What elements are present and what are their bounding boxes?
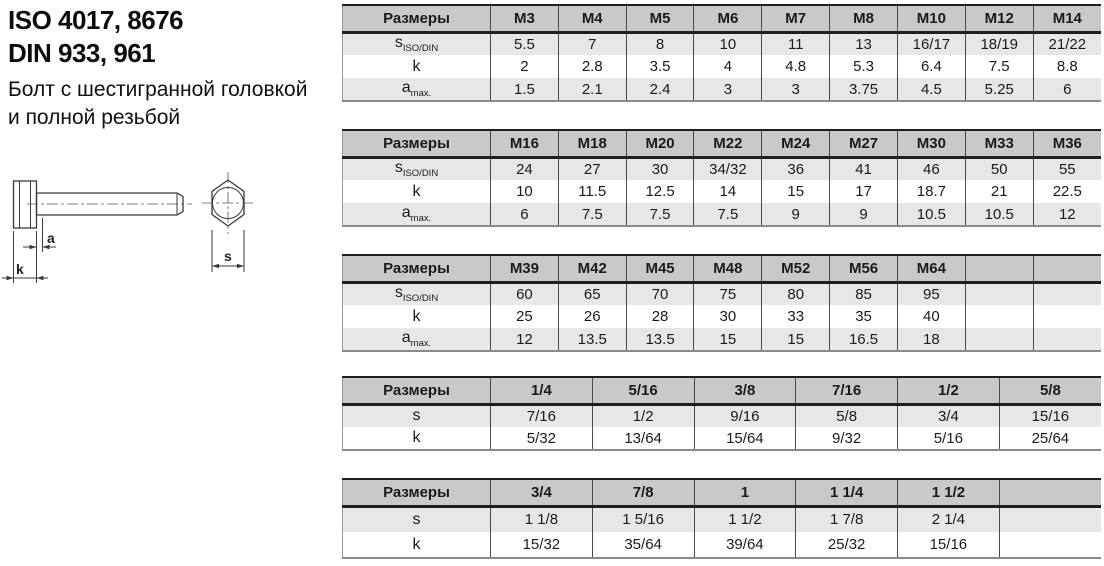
dimension-value-cell: 7/16: [491, 404, 593, 427]
dimension-value-cell: 35: [830, 305, 898, 328]
dimension-value-cell: 25: [491, 305, 559, 328]
size-column-header: 1 1/2: [898, 479, 1000, 506]
dimension-row-label: k: [412, 535, 421, 553]
dimension-value-cell: 27: [558, 157, 626, 180]
hex-head-end-view: [202, 172, 254, 234]
dimension-value-cell: 1 1/8: [491, 506, 593, 532]
dimension-value-cell: [1033, 282, 1101, 305]
dimension-value-cell: [1033, 305, 1101, 328]
size-column-header: [1033, 255, 1101, 282]
dimension-value-cell: 9/16: [694, 404, 796, 427]
dimension-row-label: k: [412, 429, 421, 446]
size-column-header: M27: [830, 130, 898, 157]
dimension-row: [343, 282, 1102, 305]
dimension-row-label: $s_{ISO/DIN}$: [343, 282, 491, 305]
dimension-row: [343, 328, 1102, 351]
size-column-header: 3/8: [694, 377, 796, 404]
spec-table: [342, 129, 1101, 227]
dimension-value-cell: 21: [965, 180, 1033, 203]
spec-table: [342, 254, 1101, 352]
dimension-value-cell: 55: [1033, 157, 1101, 180]
size-column-header: M4: [558, 5, 626, 32]
dimension-value-cell: 18: [897, 328, 965, 351]
bolt-drawing-svg: [0, 160, 280, 310]
size-column-header: [965, 255, 1033, 282]
dimension-value-cell: 5/32: [491, 427, 593, 450]
dimension-value-cell: 7.5: [694, 203, 762, 226]
dim-label-s: s: [224, 248, 232, 264]
dimension-row: [343, 78, 1102, 101]
dimension-row: [343, 305, 1102, 328]
dimension-row-label: $a_{max.}$: [343, 203, 491, 226]
dimension-value-cell: 80: [762, 282, 830, 305]
size-column-header: M18: [558, 130, 626, 157]
size-column-header: 7/8: [592, 479, 694, 506]
dimension-value-cell: 13: [830, 32, 898, 55]
dimension-value-cell: 75: [694, 282, 762, 305]
dimension-row-label: $s_{ISO/DIN}$: [343, 32, 491, 55]
dimension-value-cell: 12: [1033, 203, 1101, 226]
spec-table: [342, 4, 1101, 102]
dimension-value-cell: 85: [830, 282, 898, 305]
size-column-header: M42: [558, 255, 626, 282]
dimension-row-label: k: [412, 307, 421, 325]
dimension-row-label: k: [412, 182, 421, 200]
dimension-value-cell: 1 5/16: [592, 506, 694, 532]
dimension-value-cell: 11: [762, 32, 830, 55]
dimension-value-cell: 1.5: [491, 78, 559, 101]
dimension-value-cell: 14: [694, 180, 762, 203]
dimension-value-cell: 15/32: [491, 532, 593, 558]
dimension-value-cell: 15/16: [999, 404, 1101, 427]
size-column-header: 1/4: [491, 377, 593, 404]
dimension-value-cell: 1 1/2: [694, 506, 796, 532]
dimension-value-cell: 15/16: [898, 532, 1000, 558]
dimension-value-cell: 41: [830, 157, 898, 180]
dimension-value-cell: [999, 532, 1101, 558]
dimension-value-cell: [1033, 328, 1101, 351]
dimension-value-cell: 11.5: [558, 180, 626, 203]
size-column-header: M64: [897, 255, 965, 282]
dimension-value-cell: 3.75: [830, 78, 898, 101]
dimension-value-cell: 8: [626, 32, 694, 55]
dimension-row-label: $s_{ISO/DIN}$: [343, 157, 491, 180]
dimension-s: [212, 230, 244, 272]
bolt-technical-drawing: [0, 160, 280, 315]
dimension-value-cell: 25/32: [796, 532, 898, 558]
dimension-value-cell: 24: [491, 157, 559, 180]
dimension-value-cell: 13.5: [626, 328, 694, 351]
dimension-value-cell: 6.4: [897, 55, 965, 78]
dimension-value-cell: 22.5: [1033, 180, 1101, 203]
dimension-value-cell: 2 1/4: [898, 506, 1000, 532]
size-table-inch-small: [342, 376, 1101, 451]
bolt-head-side: [14, 181, 37, 228]
dimension-value-cell: 35/64: [592, 532, 694, 558]
standard-iso-title: ISO 4017, 8676: [8, 5, 184, 35]
dimension-value-cell: 9: [762, 203, 830, 226]
dimension-value-cell: 15: [694, 328, 762, 351]
dimension-value-cell: 4: [694, 55, 762, 78]
dimension-value-cell: 46: [897, 157, 965, 180]
table-header-row: [343, 377, 1102, 404]
dimension-value-cell: 36: [762, 157, 830, 180]
dimension-value-cell: 33: [762, 305, 830, 328]
size-table-inch-large: [342, 478, 1101, 559]
dimension-row-label: $a_{max.}$: [343, 328, 491, 351]
dimension-value-cell: 1 7/8: [796, 506, 898, 532]
dimension-value-cell: 2.4: [626, 78, 694, 101]
size-column-header: 5/8: [999, 377, 1101, 404]
size-column-header: M12: [965, 5, 1033, 32]
dimension-row: [343, 532, 1102, 558]
dimension-value-cell: 12: [491, 328, 559, 351]
size-column-header: [999, 479, 1101, 506]
size-column-header: M45: [626, 255, 694, 282]
dimension-value-cell: 7.5: [965, 55, 1033, 78]
size-column-header: M52: [762, 255, 830, 282]
dimension-value-cell: 2.1: [558, 78, 626, 101]
dimension-value-cell: 3.5: [626, 55, 694, 78]
dimension-value-cell: 16/17: [897, 32, 965, 55]
size-column-header: M6: [694, 5, 762, 32]
dimension-value-cell: 3: [762, 78, 830, 101]
bolt-side-view: [14, 181, 193, 228]
dimension-row: [343, 203, 1102, 226]
size-column-header: M56: [830, 255, 898, 282]
dimension-value-cell: 6: [1033, 78, 1101, 101]
dimension-value-cell: 26: [558, 305, 626, 328]
dimension-value-cell: 50: [965, 157, 1033, 180]
size-column-header: M36: [1033, 130, 1101, 157]
size-column-header: M10: [897, 5, 965, 32]
size-column-header: 3/4: [491, 479, 593, 506]
dimension-value-cell: 15/64: [694, 427, 796, 450]
dimension-row: [343, 55, 1102, 78]
sizes-corner-header: Размеры: [343, 255, 491, 282]
size-column-header: M20: [626, 130, 694, 157]
dimension-value-cell: 10: [694, 32, 762, 55]
dimension-value-cell: 3/4: [898, 404, 1000, 427]
dimension-value-cell: 9/32: [796, 427, 898, 450]
size-column-header: M22: [694, 130, 762, 157]
size-column-header: M7: [762, 5, 830, 32]
dimension-row-label: s: [343, 506, 491, 532]
spec-table: [342, 478, 1101, 559]
dimension-value-cell: [999, 506, 1101, 532]
dimension-value-cell: 30: [626, 157, 694, 180]
dimension-value-cell: 5.5: [491, 32, 559, 55]
dimension-value-cell: 7.5: [626, 203, 694, 226]
dimension-value-cell: [965, 282, 1033, 305]
dimension-k: [2, 261, 48, 280]
size-column-header: M14: [1033, 5, 1101, 32]
dimension-value-cell: 4.5: [897, 78, 965, 101]
dimension-value-cell: 5.25: [965, 78, 1033, 101]
table-header-row: [343, 255, 1102, 282]
dimension-value-cell: 7.5: [558, 203, 626, 226]
product-name-line1: Болт с шестигранной головкой: [8, 78, 308, 101]
dimension-value-cell: 30: [694, 305, 762, 328]
sizes-corner-header: Размеры: [343, 479, 491, 506]
dimension-value-cell: 40: [897, 305, 965, 328]
dimension-value-cell: 18.7: [897, 180, 965, 203]
dimension-value-cell: 65: [558, 282, 626, 305]
size-column-header: M39: [491, 255, 559, 282]
size-column-header: M30: [897, 130, 965, 157]
spec-table: [342, 376, 1101, 451]
size-column-header: M5: [626, 5, 694, 32]
dimension-value-cell: 13.5: [558, 328, 626, 351]
dimension-row: [343, 506, 1102, 532]
dimension-value-cell: 3: [694, 78, 762, 101]
dimension-value-cell: 2: [491, 55, 559, 78]
dimension-value-cell: 17: [830, 180, 898, 203]
dimension-value-cell: 34/32: [694, 157, 762, 180]
dim-label-a: a: [47, 230, 55, 246]
dimension-value-cell: 13/64: [592, 427, 694, 450]
dimension-value-cell: 5.3: [830, 55, 898, 78]
dimension-value-cell: 39/64: [694, 532, 796, 558]
dimension-row: [343, 180, 1102, 203]
dimension-value-cell: 16.5: [830, 328, 898, 351]
size-column-header: M24: [762, 130, 830, 157]
dimension-value-cell: 8.8: [1033, 55, 1101, 78]
dimension-value-cell: 7: [558, 32, 626, 55]
dimension-value-cell: 1/2: [592, 404, 694, 427]
size-table-m16-m36: [342, 129, 1101, 227]
dimension-value-cell: 10.5: [897, 203, 965, 226]
document-header: [8, 4, 338, 132]
size-column-header: 7/16: [796, 377, 898, 404]
dimension-value-cell: 28: [626, 305, 694, 328]
dimension-value-cell: [965, 305, 1033, 328]
standard-din-title: DIN 933, 961: [8, 38, 156, 68]
dimension-value-cell: 9: [830, 203, 898, 226]
dimension-value-cell: 4.8: [762, 55, 830, 78]
dimension-value-cell: 21/22: [1033, 32, 1101, 55]
dimension-value-cell: 60: [491, 282, 559, 305]
dimension-value-cell: 15: [762, 180, 830, 203]
size-column-header: 1/2: [898, 377, 1000, 404]
sizes-corner-header: Размеры: [343, 377, 491, 404]
dimension-value-cell: 25/64: [999, 427, 1101, 450]
table-header-row: [343, 479, 1102, 506]
dimension-row-label: k: [412, 57, 421, 75]
dimension-value-cell: 18/19: [965, 32, 1033, 55]
size-column-header: M3: [491, 5, 559, 32]
table-header-row: [343, 130, 1102, 157]
dimension-value-cell: 10.5: [965, 203, 1033, 226]
dimension-value-cell: [965, 328, 1033, 351]
dimension-row: [343, 427, 1102, 450]
size-column-header: M8: [830, 5, 898, 32]
sizes-corner-header: Размеры: [343, 5, 491, 32]
dimension-value-cell: 5/8: [796, 404, 898, 427]
size-column-header: M16: [491, 130, 559, 157]
size-table-m39-m64: [342, 254, 1101, 352]
dimension-row-label: s: [343, 404, 491, 427]
dimension-value-cell: 70: [626, 282, 694, 305]
dimension-value-cell: 5/16: [898, 427, 1000, 450]
product-name-line2: и полной резьбой: [8, 106, 181, 129]
size-column-header: M33: [965, 130, 1033, 157]
dimension-value-cell: 2.8: [558, 55, 626, 78]
sizes-corner-header: Размеры: [343, 130, 491, 157]
dim-label-k: k: [16, 261, 24, 277]
size-column-header: M48: [694, 255, 762, 282]
dimension-value-cell: 12.5: [626, 180, 694, 203]
table-header-row: [343, 5, 1102, 32]
dimension-value-cell: 6: [491, 203, 559, 226]
size-column-header: 5/16: [592, 377, 694, 404]
dimension-row: [343, 32, 1102, 55]
dimension-value-cell: 95: [897, 282, 965, 305]
dimension-value-cell: 10: [491, 180, 559, 203]
size-column-header: 1 1/4: [796, 479, 898, 506]
dimension-row-label: $a_{max.}$: [343, 78, 491, 101]
dimension-row: [343, 157, 1102, 180]
dimension-row: [343, 404, 1102, 427]
size-table-m3-m14: [342, 4, 1101, 102]
dimension-value-cell: 15: [762, 328, 830, 351]
size-column-header: 1: [694, 479, 796, 506]
